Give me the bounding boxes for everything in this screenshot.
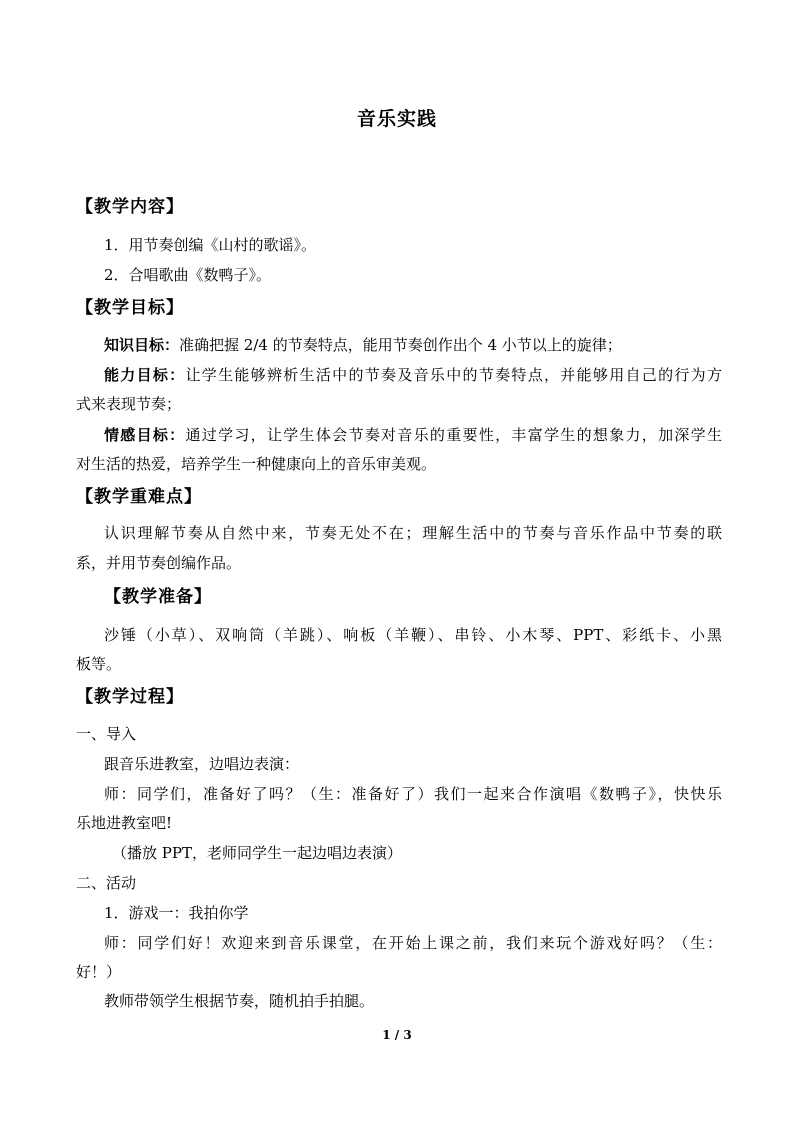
section-heading-goals: 【教学目标】: [76, 298, 184, 318]
preparation-line-2: 板等。: [76, 655, 122, 673]
section-heading-preparation: 【教学准备】: [104, 587, 212, 607]
goal-knowledge: [104, 334, 722, 355]
goal-emotion-label: 情感目标：: [104, 426, 186, 444]
process-part1-title: 一、导入: [76, 725, 137, 743]
goal-emotion-line-2: 对生活的热爱，培养学生一种健康向上的音乐审美观。: [76, 455, 437, 473]
process-part2-title: 二、活动: [76, 874, 137, 892]
process-part2-line4: 教师带领学生根据节奏，随机拍手拍腿。: [104, 992, 375, 1010]
goal-ability-label: 能力目标：: [104, 366, 186, 384]
process-part1-line4: （播放 PPT，老师同学生一起边唱边表演）: [112, 844, 402, 862]
goal-ability-line-2: 式来表现节奏；: [76, 395, 182, 413]
section-heading-process: 【教学过程】: [76, 687, 184, 707]
process-part1-line3: 乐地进教室吧!: [76, 814, 173, 832]
goal-knowledge-text: 准确把握 2/4 的节奏特点，能用节奏创作出个 4 小节以上的旋律；: [179, 336, 622, 354]
section-heading-keypoints: 【教学重难点】: [76, 487, 202, 507]
keypoints-line-2: 系，并用节奏创编作品。: [76, 554, 242, 572]
page-title: 音乐实践: [356, 108, 437, 130]
process-part2-line2: 师：同学们好！欢迎来到音乐课堂，在开始上课之前，我们来玩个游戏好吗？（生：: [104, 934, 722, 952]
content-item-2: 2．合唱歌曲《数鸭子》。: [104, 266, 272, 284]
goal-ability-line-1: [104, 364, 722, 385]
process-part2-line3: 好！）: [76, 963, 122, 981]
goal-emotion-text-1: 通过学习，让学生体会节奏对音乐的重要性，丰富学生的想象力，加深学生: [185, 426, 722, 444]
goal-ability-text-1: 让学生能够辨析生活中的节奏及音乐中的节奏特点，并能够用自己的行为方: [185, 366, 722, 384]
process-part1-line2: 师：同学们，准备好了吗？（生：准备好了）我们一起来合作演唱《数鸭子》，快快乐: [104, 785, 722, 803]
keypoints-line-1: 认识理解节奏从自然中来，节奏无处不在；理解生活中的节奏与音乐作品中节奏的联: [104, 524, 722, 542]
goal-knowledge-label: 知识目标：: [104, 336, 180, 354]
process-part1-line1: 跟音乐进教室，边唱边表演：: [104, 755, 300, 773]
section-heading-content: 【教学内容】: [76, 197, 184, 217]
goal-emotion-line-1: [104, 424, 722, 445]
page-number: 1 / 3: [382, 1028, 412, 1042]
content-item-1: 1．用节奏创编《山村的歌谣》。: [104, 236, 317, 254]
preparation-line-1: 沙锤（小草）、双响筒（羊跳）、响板（羊鞭）、串铃、小木琴、PPT、彩纸卡、小黑: [104, 626, 722, 644]
process-part2-line1: 1．游戏一：我拍你学: [104, 904, 249, 922]
